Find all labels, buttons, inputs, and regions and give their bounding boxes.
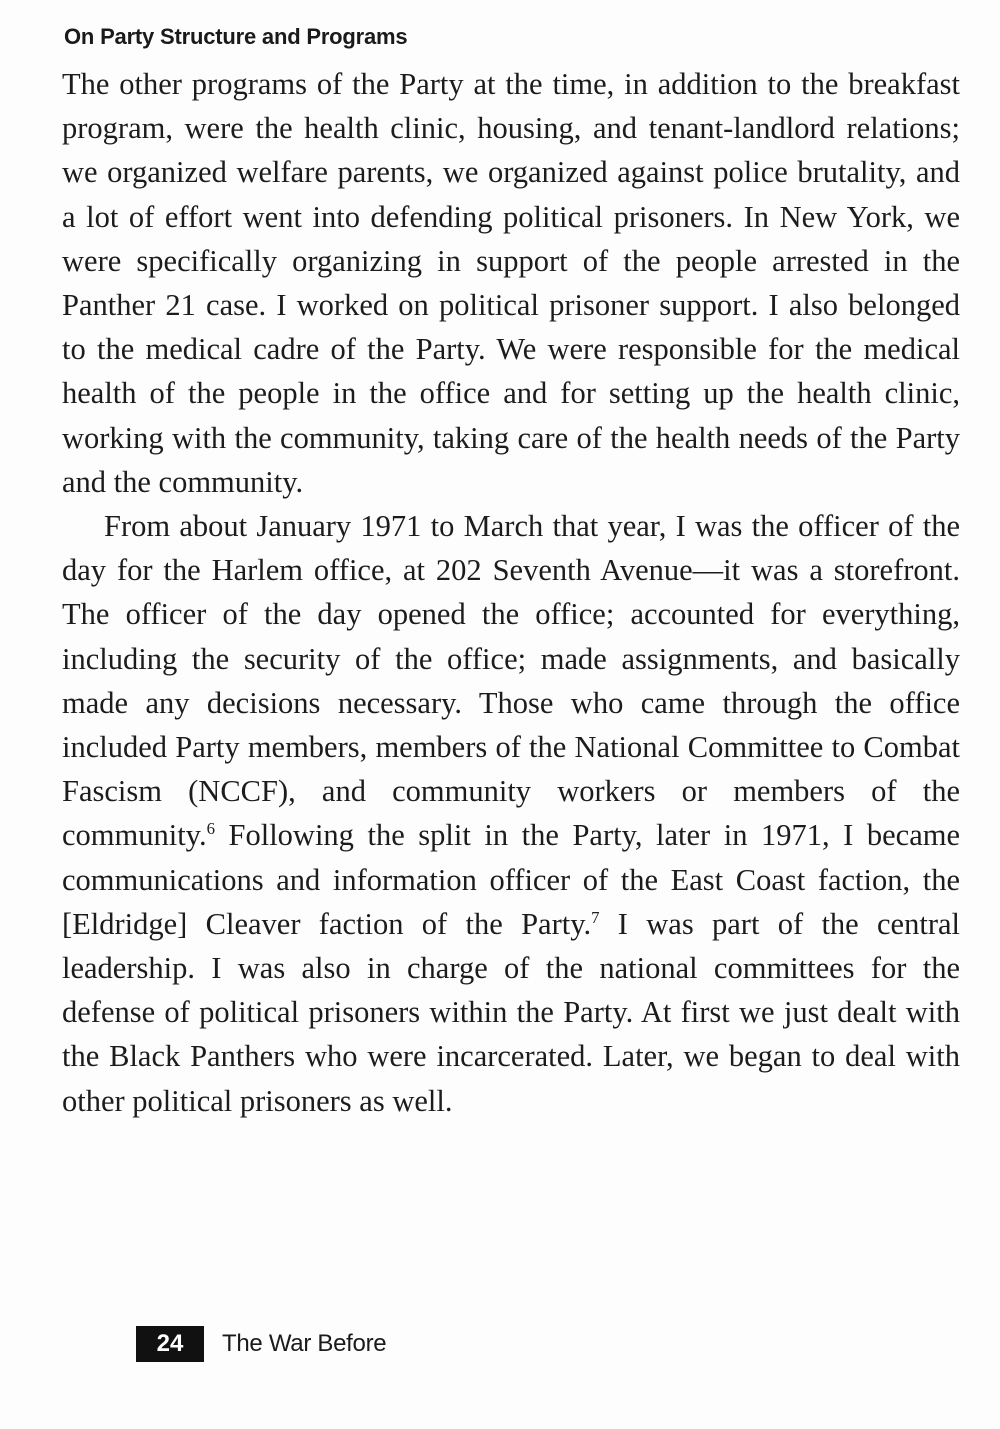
running-head: On Party Structure and Programs: [64, 24, 408, 49]
paragraph-2-part-1: From about January 1971 to March that year, I was the officer of the day for the Harlem office, at 202 Seventh Avenue—it was a storefront. The officer of the day opened the office; accounted for everything, including the security of the office; made assignments, and basically made any decisions necessary. Those who came through the office included Party members, members of the National Committee to Combat Fascism (NCCF), and community workers or members of the community.: [62, 509, 960, 853]
paragraph-2: [62, 504, 960, 1123]
paragraph-1: The other programs of the Party at the time, in addition to the breakfast program, were the health clinic, housing, and tenant-landlord relations; we organized welfare parents, we organized against police brutality, and a lot of effort went into defending political prisoners. In New York, we were specifically organizing in support of the people arrested in the Panther 21 case. I worked on political prisoner support. I also belonged to the medical cadre of the Party. We were responsible for the medical health of the people in the office and for setting up the health clinic, working with the community, taking care of the health needs of the Party and the community.: [62, 67, 960, 499]
page-number: 24: [136, 1326, 204, 1362]
page-footer: [136, 1326, 386, 1362]
body-text: [62, 62, 960, 1123]
paragraph-2-part-3: I was part of the central leadership. I was also in charge of the national committees for the defense of political prisoners within the Party. At first we just dealt with the Black Panthers who were incarcerated. Later, we began to deal with other political prisoners as well.: [62, 906, 960, 1118]
footnote-ref-7: 7: [591, 907, 600, 927]
book-title: The War Before: [222, 1330, 387, 1357]
footnote-ref-6: 6: [206, 819, 215, 839]
paragraph-2-part-2: Following the split in the Party, later in 1971, I became communications and information officer of the East Coast faction, the [Eldridge] Cleaver faction of the Party.: [62, 818, 960, 941]
